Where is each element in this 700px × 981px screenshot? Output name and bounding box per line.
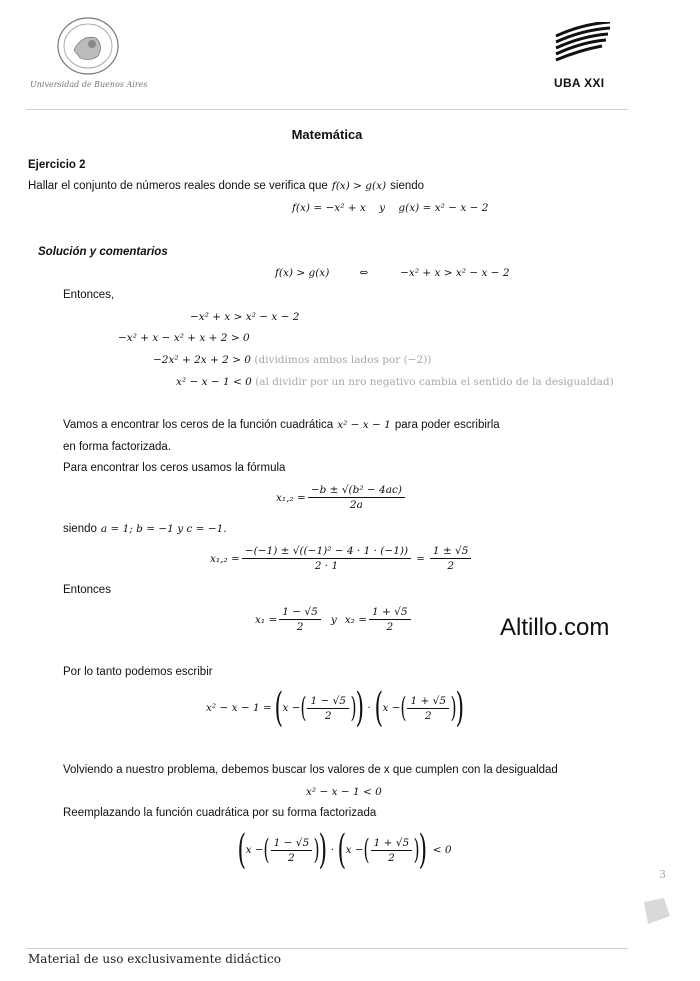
result-denominator: 2 (447, 560, 454, 572)
formula-fraction (308, 484, 405, 511)
final-frac-2 (371, 837, 413, 864)
paragraph-replace: Reemplazando la función cuadrática por su forma factorizada (63, 807, 377, 819)
entonces-label: Entonces, (63, 289, 115, 301)
final-frac-2-num: 1 + √5 (371, 837, 413, 851)
formula-lhs: x₁,₂ = (276, 491, 306, 504)
university-signature: Universidad de Buenos Aires (30, 80, 148, 89)
final-frac-1 (271, 837, 313, 864)
y-conjunction: y (330, 613, 337, 626)
calc-result-fraction (430, 545, 472, 572)
step-note: (dividimos ambos lados por (−2)) (254, 354, 432, 366)
exercise-statement (28, 180, 424, 192)
quadratic-formula (276, 484, 407, 511)
zeros-calculation (210, 545, 473, 572)
fact-frac-2-den: 2 (424, 709, 432, 722)
final-frac-2-den: 2 (388, 851, 395, 864)
siendo-label: siendo (63, 523, 97, 535)
statement-inequality: f(x) > g(x) (331, 180, 387, 192)
uba-xxi-logo (552, 22, 614, 68)
step-2 (118, 332, 250, 344)
solution-heading: Solución y comentarios (38, 246, 168, 258)
fact-frac-2-num: 1 + √5 (407, 695, 449, 709)
fact-frac-1-num: 1 − √5 (307, 695, 349, 709)
page-corner-shape (644, 898, 670, 924)
step-expr: x² − x − 1 < 0 (176, 376, 252, 388)
formula-denominator: 2a (349, 499, 363, 511)
calc-numerator: −(−1) ± √((−1)² − 4 · 1 · (−1)) (242, 545, 411, 559)
footer-note: Material de uso exclusivamente didáctico (28, 952, 281, 966)
calc-fraction (242, 545, 411, 572)
x2-fraction (369, 606, 411, 633)
page-number: 3 (659, 868, 666, 881)
factorization: x² − x − 1 = ( x − ( $\frac{1 - √5}{2}$ ) ) · ( x − ( $\frac{1 + √5}{2}$ ) ) (206, 685, 465, 731)
formula-numerator: −b ± √(b² − 4ac) (308, 484, 405, 498)
coefficients-line (63, 523, 227, 535)
functions-definition: f(x) = −x² + x y g(x) = x² − x − 2 (292, 202, 489, 214)
header-divider (26, 109, 628, 110)
roots-line (255, 606, 413, 633)
paragraph-problem: Volviendo a nuestro problema, debemos buscar los valores de x que cumplen con la desigualdad (63, 764, 558, 776)
paragraph-zeros-cont: en forma factorizada. (63, 441, 172, 453)
x2-denominator: 2 (386, 621, 394, 633)
fact-frac-1-den: 2 (324, 709, 332, 722)
brand-label: UBA XXI (554, 76, 605, 90)
step-1 (190, 311, 299, 323)
step-4 (176, 376, 614, 388)
paragraph-factorized: Por lo tanto podemos escribir (63, 666, 213, 678)
page-title: Matemática (291, 127, 363, 142)
paragraph-text: Vamos a encontrar los ceros de la función cuadrática (63, 419, 334, 431)
exercise-heading: Ejercicio 2 (28, 159, 86, 171)
equiv-right: −x² + x > x² − x − 2 (400, 267, 510, 279)
x2-lhs: x₂ = (344, 613, 368, 626)
footer-divider (26, 948, 628, 949)
result-numerator: 1 ± √5 (430, 545, 472, 559)
x1-lhs: x₁ = (255, 613, 278, 626)
x2-numerator: 1 + √5 (369, 606, 411, 620)
step-expr: −2x² + 2x + 2 > 0 (153, 354, 251, 366)
paragraph-zeros (63, 419, 500, 431)
step-expr: −x² + x − x² + x + 2 > 0 (118, 332, 250, 344)
university-seal-logo (52, 16, 124, 76)
fact-lhs: x² − x − 1 = (206, 702, 272, 714)
step-note: (al dividir por un nro negativo cambia el sentido de la desigualdad) (255, 376, 614, 388)
x1-numerator: 1 − √5 (279, 606, 321, 620)
step-3 (153, 354, 431, 366)
equals-sign: = (416, 552, 425, 565)
equivalence-line (275, 267, 510, 279)
step-expr: −x² + x > x² − x − 2 (190, 311, 300, 323)
watermark: Altillo.com (500, 614, 610, 641)
x1-denominator: 2 (296, 621, 304, 633)
equiv-left: f(x) > g(x) (275, 267, 330, 279)
calc-denominator: 2 · 1 (314, 560, 339, 572)
final-frac-1-num: 1 − √5 (271, 837, 313, 851)
inequality-center: x² − x − 1 < 0 (306, 786, 382, 798)
paragraph-text: para poder escribirla (394, 419, 500, 431)
fact-frac-2 (407, 695, 449, 722)
final-inequality: ( x − ( $\frac{1 - √5}{2}$ ) ) · ( x − ( $\frac{1 + √5}{2}$ ) ) < 0 (237, 827, 452, 873)
quadratic-expr: x² − x − 1 (337, 419, 391, 431)
entonces-label-2: Entonces (63, 584, 111, 596)
final-rhs: < 0 (432, 844, 452, 856)
equiv-symbol: ⇔ (359, 267, 369, 279)
statement-suffix: siendo (390, 180, 425, 192)
statement-text: Hallar el conjunto de números reales donde se verifica que (28, 180, 328, 192)
coefficient-values: a = 1; b = −1 y c = −1. (100, 523, 227, 535)
calc-lhs: x₁,₂ = (210, 552, 240, 565)
fact-frac-1 (307, 695, 349, 722)
x1-fraction (279, 606, 321, 633)
paragraph-formula: Para encontrar los ceros usamos la fórmula (63, 462, 286, 474)
final-frac-1-den: 2 (288, 851, 295, 864)
